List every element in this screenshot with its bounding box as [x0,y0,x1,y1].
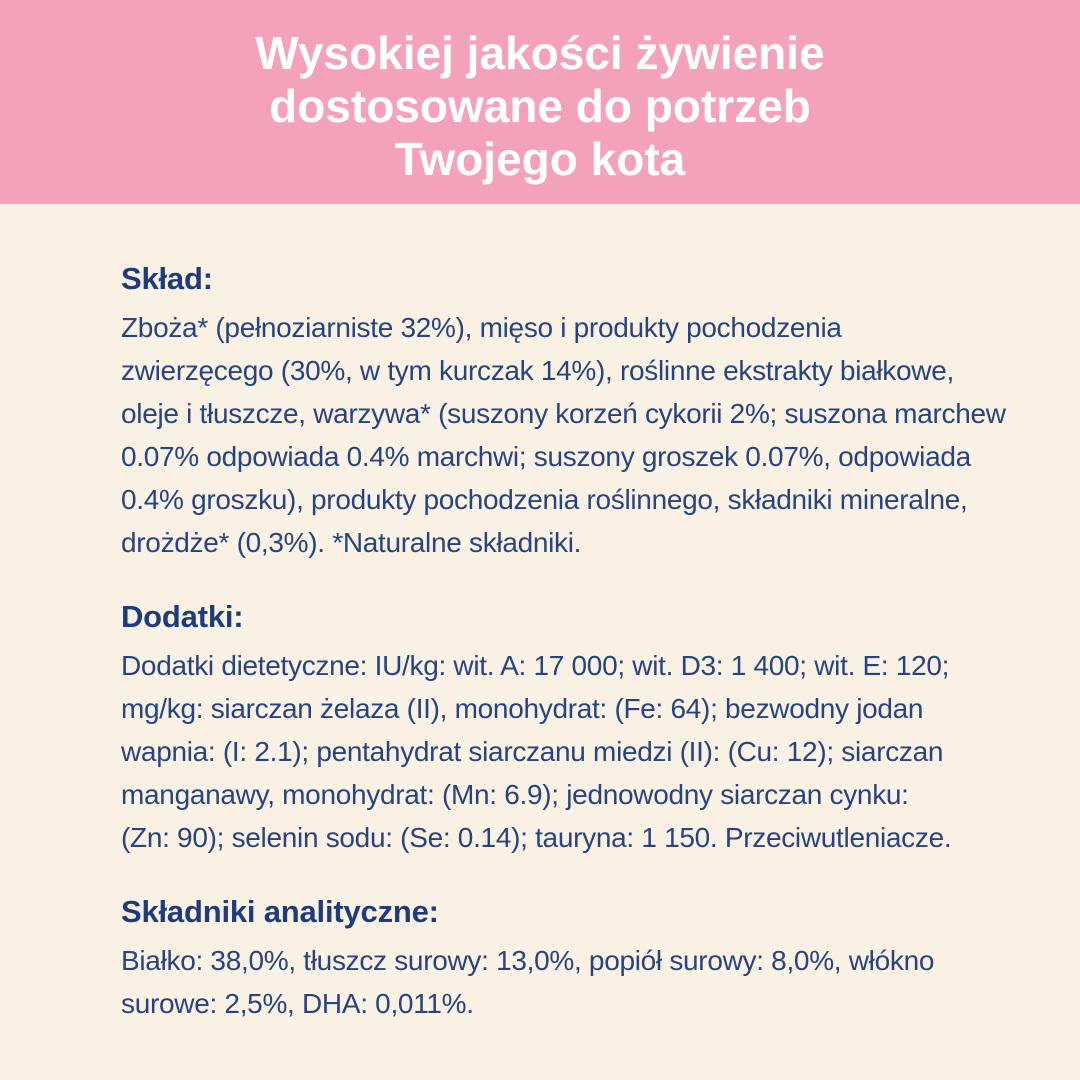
section-heading-dodatki: Dodatki: [121,599,244,634]
section-dodatki [121,600,1042,859]
content-area [0,204,1080,1025]
section-body-sklad: Zboża* (pełnoziarniste 32%), mięso i produkty pochodzenia zwierzęcego (30%, w tym kurczak 14%), roślinne ekstrakty białkowe, oleje i tłuszcze, warzywa* (suszony korzeń cykorii 2%; suszona marchew 0.07% odpowiada 0.4% marchwi; suszony groszek 0.07%, odpowiada 0.4% groszku), produkty pochodzenia roślinnego, składniki mineralne, drożdże* (0,3%). *Naturalne składniki. [121,312,1006,558]
section-skladniki-analityczne [121,895,1042,1025]
section-body-skladniki-analityczne: Białko: 38,0%, tłuszcz surowy: 13,0%, popiół surowy: 8,0%, włókno surowe: 2,5%, DHA: 0,011%. [121,945,935,1019]
header-banner [0,0,1080,204]
section-sklad [121,262,1042,564]
section-heading-skladniki-analityczne: Składniki analityczne: [121,894,439,929]
page-title: Wysokiej jakości żywienie dostosowane do potrzeb Twojego kota [255,26,825,185]
section-heading-sklad: Skład: [121,261,213,296]
section-body-dodatki: Dodatki dietetyczne: IU/kg: wit. A: 17 000; wit. D3: 1 400; wit. E: 120; mg/kg: siarczan żelaza (II), monohydrat: (Fe: 64); bezwodny jodan wapnia: (I: 2.1); pentahydrat siarczanu miedzi (II): (Cu: 12); siarczan manganawy, monohydrat: (Mn: 6.9); jednowodny siarczan cynku: (Zn: 90); selenin sodu: (Se: 0.14); tauryna: 1 150. Przeciwutleniacze. [121,650,952,853]
